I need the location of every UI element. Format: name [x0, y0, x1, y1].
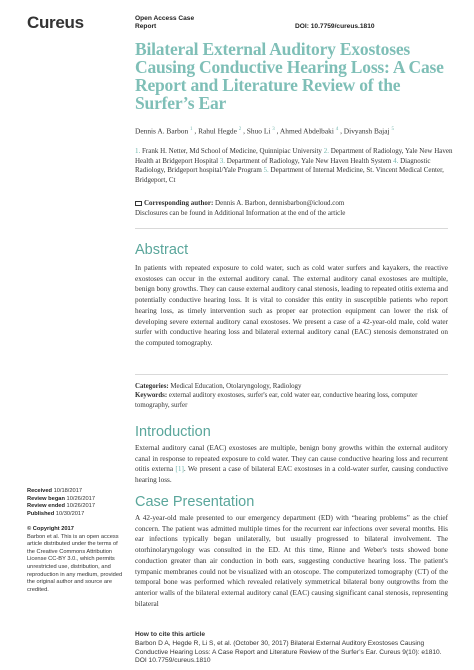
article-type-line1: Open Access Case: [135, 15, 195, 22]
introduction-text: [135, 443, 448, 486]
author-sup: 5: [391, 127, 394, 132]
citation-link[interactable]: [1]: [175, 465, 184, 474]
review-began-date: 10/26/2017: [66, 495, 95, 502]
how-to-cite: [135, 631, 455, 666]
divider: [135, 374, 448, 375]
affiliations: [135, 147, 455, 185]
categories-label: Categories:: [135, 383, 169, 390]
introduction-text-part: External auditory canal (EAC) exostoses are multiple, benign bony growths within the external auditory canal in response to repeated exposure to cold water. They can cause conductive hearing loss and recurrent otitis externa: [135, 444, 448, 474]
case-heading: Case Presentation: [135, 494, 255, 510]
corresponding-label: Corresponding author:: [144, 199, 214, 207]
affiliation-num: 4.: [393, 156, 399, 165]
author-sup: 4: [335, 127, 339, 132]
author-name[interactable]: Rahul Hegde: [198, 126, 237, 136]
mail-icon: [135, 201, 142, 206]
author-name[interactable]: Dennis A. Barbon: [135, 126, 189, 136]
affiliation-text: Department of Radiology, Yale New Haven Health System: [226, 156, 392, 165]
corresponding-text[interactable]: Dennis A. Barbon, dennisbarbon@icloud.com: [215, 199, 345, 207]
author-name[interactable]: Shuo Li: [246, 126, 271, 136]
affiliation-num: 1.: [135, 147, 141, 155]
license-text: Barbon et al. This is an open access article distributed under the terms of the Creative Commons Attribution License CC-BY 3.0., which permits unrestricted use, distribution, and reproduction in any medium, provided the original author and source are credited.: [27, 533, 123, 593]
journal-logo: Cureus: [27, 13, 84, 32]
article-title: Bilateral External Auditory Exostoses Causing Conductive Hearing Loss: A Case Report and Literature Review of the Surfer’s Ear: [135, 39, 444, 113]
published-date: 10/30/2017: [55, 510, 85, 517]
categories-text: Medical Education, Otolaryngology, Radiology: [170, 383, 302, 390]
categories-keywords: [135, 382, 448, 410]
received-date: 10/18/2017: [53, 488, 83, 494]
affiliation-num: 5.: [263, 166, 269, 175]
corresponding-author: [135, 199, 455, 218]
review-began-label: Review began: [27, 495, 65, 502]
author-sup: 1: [190, 127, 193, 132]
article-type-line2: Report: [135, 23, 157, 30]
author-name[interactable]: Ahmed Abdelbaki: [279, 126, 334, 136]
divider: [135, 228, 448, 229]
disclosure-note: Disclosures can be found in Additional Information at the end of the article: [135, 208, 346, 217]
doi[interactable]: DOI: 10.7759/cureus.1810: [295, 23, 375, 30]
affiliation-text: Diagnostic Radiology, Bridgeport hospital/Yale Program: [135, 156, 431, 175]
review-ended-date: 10/26/2017: [66, 503, 95, 510]
review-ended-label: Review ended: [27, 503, 65, 510]
abstract-text: In patients with repeated exposure to cold water, such as cold water surfers and kayakers, the reactive exostoses can occur in the external auditory canal. The external auditory canal exostoses are multiple, benign bony growths. They can cause external auditory canal stenosis, leading to repeated otitis externa and potentially conductive hearing loss. It is vital to consider this entity in susceptible patients who report hearing loss, as timely intervention such as proper ear protection equipment can lower the risk of developing severe external auditory canal exostoses. We present a case of a 42-year-old male, cold water surfer with conductive hearing loss and bilateral external auditory canal (EAC) stenosis demonstrated on the computed tomography.: [135, 264, 448, 347]
affiliation-text: Department of Internal Medicine, St. Vincent Medical Center, Bridgeport, Ct: [135, 166, 444, 184]
case-text: A 42-year-old male presented to our emergency department (ED) with “hearing problems” as the chief concern. The patient was admitted multiple times for the recurrent ear infections over several months. His ear infections typically began unilaterally, but usually progressed to bilateral involvement. The otorhinolaryngology was consulted in the ED. At this time, Rinne and Weber's tests showed bone conduction greater than air conduction in both ears, suggesting conductive hearing loss. The patient's tympanic membranes could not be visualized with an otoscope. The computerized tomography (CT) of the temporal bone was performed which revealed relatively symmetrical bilateral bony outgrowths from the anterior walls of the bilateral external auditory canal (EAC) causing significant canal stenosis, representing bilateral: [135, 514, 448, 608]
affiliation-num: 2.: [323, 147, 329, 155]
author-name[interactable]: Divyansh Bajaj: [343, 126, 390, 136]
introduction-heading: Introduction: [135, 424, 211, 440]
received-label: Received: [27, 488, 52, 494]
article-type: [135, 15, 194, 31]
author-sup: 3: [272, 127, 275, 132]
copyright: © Copyright 2017: [27, 526, 74, 532]
cite-label: How to cite this article: [135, 631, 205, 638]
affiliation-text: Department of Radiology, Yale New Haven Health at Bridgeport Hospital: [135, 147, 453, 165]
affiliation-num: 3.: [219, 156, 226, 165]
keywords-label: Keywords:: [135, 392, 168, 400]
affiliation-text: Frank H. Netter, Md School of Medicine, Quinnipiac University: [142, 147, 322, 155]
published-label: Published: [27, 510, 55, 517]
article-dates: [27, 488, 125, 518]
keywords-text: external auditory exostoses, surfer's ear, cold water ear, conductive hearing loss, computer tomography, surfer: [135, 392, 418, 409]
cite-text: Barbon D A, Hegde R, Li S, et al. (October 30, 2017) Bilateral External Auditory Exostoses Causing Conductive Hearing Loss: A Case Report and Literature Review of the Surfer’s Ear. Cureus 9(10): e1810. DOI 10.7759/cureus.1810: [135, 639, 442, 665]
author-list: Dennis A. Barbon $^1$ , Rahul Hegde $^2$ , Shuo Li $^3$ , Ahmed Abdelbaki $^4$ , Divyansh Bajaj $^5$: [135, 126, 394, 136]
author-sup: 2: [238, 127, 242, 132]
introduction-text-part: . We present a case of bilateral EAC exostoses in a cold-water surfer, causing conductive hearing loss.: [135, 465, 449, 485]
abstract-heading: Abstract: [135, 242, 189, 258]
copyright-block: [27, 526, 125, 594]
